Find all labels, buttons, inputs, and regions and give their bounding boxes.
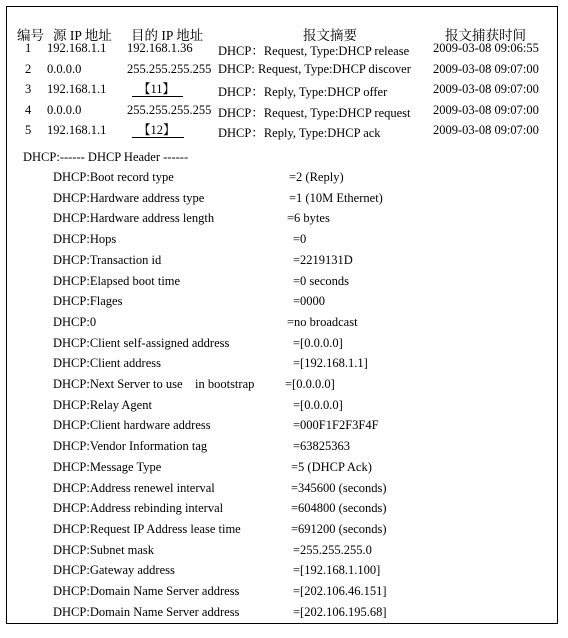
field-value: =1 (10M Ethernet): [289, 190, 383, 205]
cell-src: 0.0.0.0: [47, 61, 82, 76]
field-value: =2 (Reply): [289, 170, 344, 184]
cell-no: 3: [25, 82, 32, 96]
field-value: =[0.0.0.0]: [285, 377, 335, 391]
cell-time: 2009-03-08 09:07:00: [433, 102, 539, 117]
field-value: =[202.106.195.68]: [293, 604, 387, 619]
cell-src: 192.168.1.1: [47, 123, 107, 137]
field-value: =[192.168.1.100]: [293, 563, 381, 578]
field-name: DHCP:Hops: [53, 232, 117, 247]
field-name: DHCP:Address rebinding interval: [53, 501, 224, 516]
cell-summary: DHCP：Request, Type:DHCP release: [218, 44, 410, 58]
field-value: =345600 (seconds): [291, 480, 387, 495]
field-value: =000F1F2F3F4F: [293, 418, 379, 433]
dhcp-header-title: DHCP:------ DHCP Header ------: [23, 150, 189, 164]
field-value: =[192.168.1.1]: [293, 356, 368, 371]
cell-dst: 255.255.255.255: [127, 61, 212, 76]
field-value: =0 seconds: [293, 273, 349, 288]
field-name: DHCP:Gateway address: [53, 563, 175, 578]
field-name: DHCP:Client address: [53, 356, 161, 371]
field-value: =255.255.255.0: [293, 542, 372, 557]
field-name: DHCP:Client hardware address: [53, 418, 211, 433]
field-value: =no broadcast: [287, 314, 358, 329]
field-name: DHCP:Hardware address type: [53, 190, 205, 205]
col-header-time: 报文捕获时间: [445, 28, 526, 43]
cell-time: 2009-03-08 09:07:00: [433, 61, 539, 76]
field-name: DHCP:Message Type: [53, 459, 162, 474]
col-header-dst-ip: 目的 IP 地址: [131, 28, 204, 43]
cell-summary: DHCP：Request, Type:DHCP request: [218, 105, 411, 120]
cell-time: 2009-03-08 09:06:55: [433, 41, 539, 55]
cell-summary: DHCP：Reply, Type:DHCP offer: [218, 85, 388, 99]
field-name: DHCP:Vendor Information tag: [53, 439, 208, 454]
field-name: DHCP:Transaction id: [53, 252, 162, 267]
field-name: DHCP:Boot record type: [53, 170, 174, 184]
cell-summary: DHCP：Reply, Type:DHCP ack: [218, 126, 381, 140]
field-value: =0: [293, 232, 307, 247]
answer-blank: 【11】: [132, 82, 183, 97]
field-value: =[202.106.46.151]: [293, 584, 387, 598]
field-value: =5 (DHCP Ack): [291, 459, 372, 474]
cell-no: 4: [25, 102, 32, 117]
field-name: DHCP:Relay Agent: [53, 397, 152, 412]
field-name: DHCP:Domain Name Server address: [53, 584, 240, 598]
field-name: DHCP:Elapsed boot time: [53, 273, 181, 288]
field-name: DHCP:Flages: [53, 294, 123, 309]
cell-no: 5: [25, 123, 32, 137]
cell-summary: DHCP: Request, Type:DHCP discover: [218, 61, 411, 76]
cell-time: 2009-03-08 09:07:00: [433, 123, 539, 137]
cell-src: 0.0.0.0: [47, 102, 82, 117]
cell-no: 2: [25, 61, 32, 76]
field-value: =0000: [293, 294, 326, 309]
field-name: DHCP:0: [53, 314, 97, 329]
document-frame: [6, 6, 558, 624]
cell-dst: 192.168.1.36: [127, 41, 193, 55]
field-value: =[0.0.0.0]: [293, 397, 343, 412]
field-value: =[0.0.0.0]: [293, 335, 343, 350]
col-header-src-ip: 源 IP 地址: [53, 28, 112, 43]
field-name: DHCP:Hardware address length: [53, 211, 215, 226]
field-value: =604800 (seconds): [291, 501, 387, 516]
cell-src: 192.168.1.1: [47, 82, 107, 96]
cell-src: 192.168.1.1: [47, 41, 107, 55]
field-value: =2219131D: [293, 252, 353, 267]
field-name: DHCP:Subnet mask: [53, 542, 155, 557]
field-name: DHCP:Client self-assigned address: [53, 335, 230, 350]
field-name: DHCP:Request IP Address lease time: [53, 521, 241, 536]
field-name: DHCP:Next Server to use in bootstrap: [53, 377, 255, 391]
cell-dst: 255.255.255.255: [127, 102, 212, 117]
field-value: =63825363: [293, 439, 351, 454]
field-name: DHCP:Address renewel interval: [53, 480, 215, 495]
field-value: =691200 (seconds): [291, 521, 387, 536]
cell-time: 2009-03-08 09:07:00: [433, 82, 539, 96]
answer-blank: 【12】: [132, 123, 184, 138]
col-header-summary: 报文摘要: [303, 28, 357, 43]
field-value: =6 bytes: [287, 211, 330, 226]
col-header-no: 编号: [17, 28, 44, 43]
cell-no: 1: [25, 41, 32, 55]
field-name: DHCP:Domain Name Server address: [53, 604, 240, 619]
